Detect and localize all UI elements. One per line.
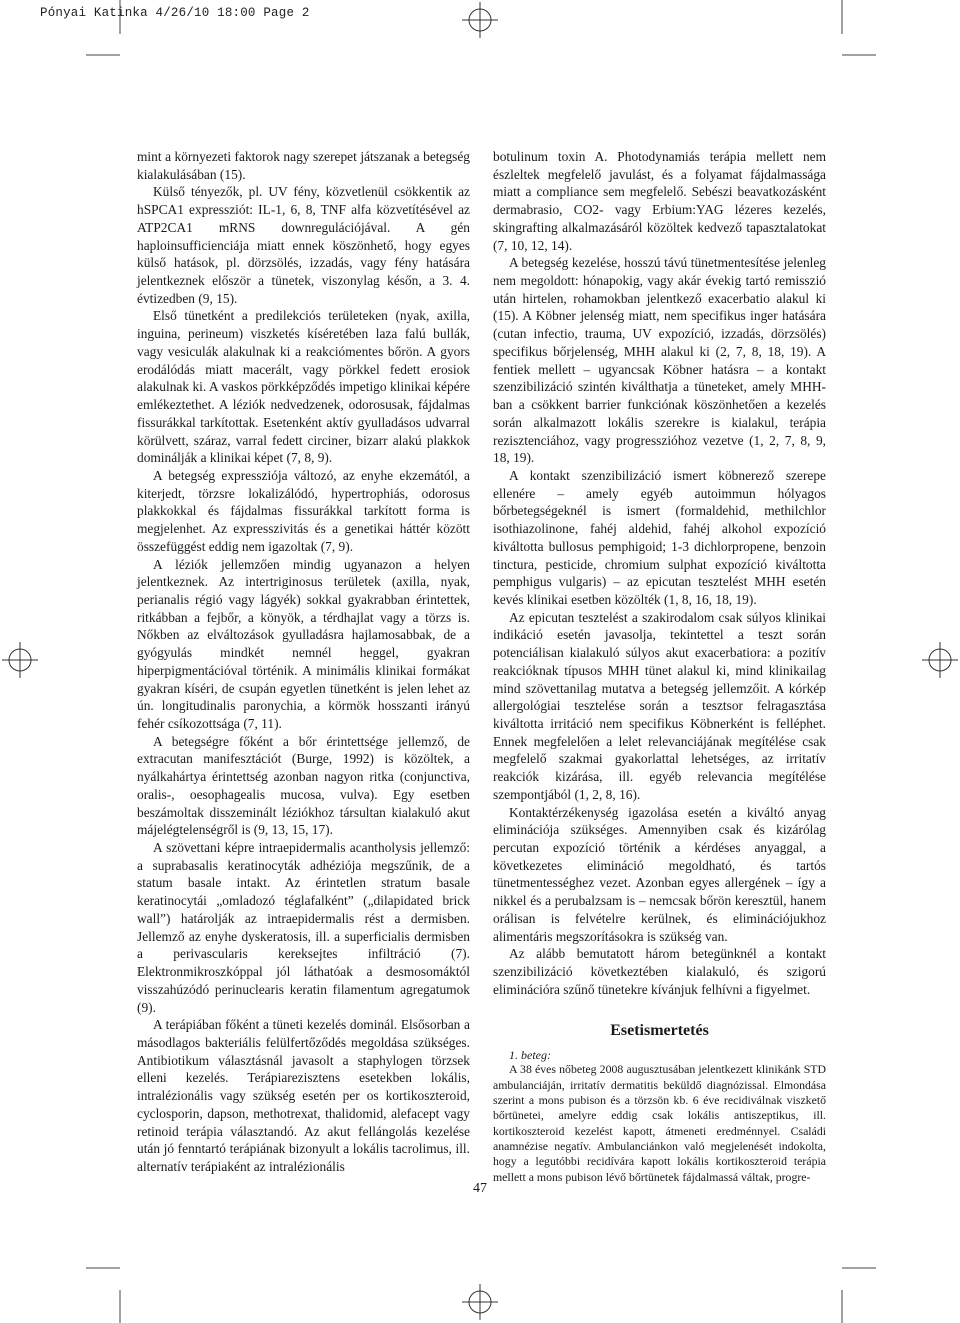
left-column (137, 148, 470, 1176)
page-number: 47 (473, 1181, 487, 1196)
case-label: 1. beteg: (509, 1048, 551, 1063)
paragraph: A szövettani képre intraepidermalis acantholysis jellemző: a suprabasalis keratinocyták adhéziója megszűnik, de a statum basale intakt. Az érintetlen stratum basale keratinocytái „omladozó téglafalként” („dilapidated brick wall”) határolják az intraepidermalis rést a dermisben. Jellemző az enyhe dyskeratosis, ill. a superficialis dermisben a perivascularis kereksejtes infiltráció (7). Elektronmikroszkóppal jól láthatóak a desmosomáktól visszahúzódó perinuclearis keratin filamentum agregatumok (9). (137, 840, 470, 1015)
paragraph: Az alább bemutatott három betegünknél a kontakt szenzibilizáció következtében kialakuló, és szigorú eliminációra szűnő tünetekre kívánjuk felhívni a figyelmet. (493, 946, 826, 997)
paragraph: A betegségre főként a bőr érintettsége jellemző, de extracutan manifesztációt (Burge, 1992) is közöltek, a nyálkahártya érintettség azonban nagyon ritka (conjunctiva, oralis-, oesophagealis mucosa, vulva). Egy esetben beszámoltak disszeminált léziókhoz társultan kialakuló akut májelégtelenségről is (9, 13, 15, 17). (137, 733, 470, 838)
paragraph: A léziók jellemzően mindig ugyanazon a helyen jelentkeznek. Az intertriginosus területek (axilla, nyak, perianalis régió vagy lágyék) sokkal gyakrabban érintettek, ritkábban a fejbőr, a könyök, a térdhajlat vagy a törzs is. Nőkben az elváltozások gyulladásra hajlamosabbak, de a gyógyulás mindkét nemnél heggel, gyakran hiperpigmentációval történik. A minimális klinikai formákat gyakran kíséri, de csupán egyetlen tünetként is jelen lehet az ún. longitudinalis paronychia, a körmök hosszanti irányú fehér csíkozottsága (7, 11). (137, 556, 470, 731)
paragraph: A betegség kezelése, hosszú távú tünetmentesítése jelenleg nem megoldott: hónapokig, vagy akár évekig tartó remisszió után hirtelen, rohamokban jelentkező exacerbatio alakul ki (15). A Köbner jelenség miatt, nem specifikus inger hatására (cutan infectio, trauma, UV expozíció, izzadás, dörzsölés) specifikus bőrjelenség, MHH alakul ki (2, 7, 8, 18, 19). A fentiek mellett – ugyancsak Köbner hatásra – a kontakt szenzibilizáció szintén kiválthatja a tüneteket, amely MHH-ban a csökkent barrier funkciónak köszönhetően a kezelés során alkalmazott lokális szerekre is kialakul, terápia rezisztenciához, vagy progresszióhoz vezetve (1, 2, 7, 8, 9, 18, 19). (493, 255, 826, 466)
print-slug: Pónyai Katinka 4/26/10 18:00 Page 2 (40, 6, 310, 20)
paragraph: mint a környezeti faktorok nagy szerepet játszanak a betegség kialakulásában (15). (137, 149, 470, 182)
paragraph: A betegség expressziója változó, az enyhe ekzemától, a kiterjedt, törzsre lokalizálódó, hypertrophiás, odorosus plakkokkal és fájdalmas fissurákkal tarkított forma is megjelenhet. Az expresszivitás és a genetikai háttér között összefüggést eddig nem igazoltak (7, 9). (137, 467, 470, 554)
case-text: A 38 éves nőbeteg 2008 augusztusában jelentkezett klinikánk STD ambulanciáján, irritatív dermatitis beküldő diagnózissal. Elmondása szerint a mons pubison és a törzsön kb. 6 éve recidiválnak viszkető bőrtünetei, amelyre eddig csak lokális antiszeptikus, ill. kortikoszteroid kezelést kapott, átmeneti eredménnyel. Családi anamnézise negatív. Ambulanciánkon való megjelenését indokolta, hogy a legutóbbi recidívára kapott lokális kortikoszteroid terápia mellett a mons pubison lévő bőrtünetek fájdalmassá váltak, progre- (493, 1062, 826, 1184)
paragraph: Első tünetként a predilekciós területeken (nyak, axilla, inguina, perineum) viszketés kíséretében laza falú bullák, vagy vesiculák alakulnak ki a reakciómentes bőrön. A gyors erodálódás miatt macerált, vagy pörkkel fedett erosiok alakulnak ki. A vaskos pörkképződés impetigo klinikai képére emlékeztethet. A léziók nedvedzenek, odorosusak, fájdalmas fissurákkal tarkítottak. Esetenként aktív gyulladásos udvarral körülvett, száraz, varral fedett circiner, bizarr alakú plakkok dominálják a klinikai képet (7, 8, 9). (137, 308, 470, 466)
paragraph: A kontakt szenzibilizáció ismert köbnerező szerepe ellenére – amely egyéb autoimmun hólyagos bőrbetegségeknél is ismert (formaldehid, methilchlor isothiazolinone, fahéj aldehid, fahéj alkohol expozíció kiváltotta bullosus pemphigoid; 1-3 dichlorpropene, benzoin tinctura, pesticide, chromium sulphat expozíció kiváltotta pemphigus vulgaris) – az epicutan tesztelést MHH esetén kevés klinikai esetben közölték (1, 8, 16, 18, 19). (493, 467, 826, 607)
right-column (493, 148, 826, 1185)
paragraph: Kontaktérzékenység igazolása esetén a kiváltó anyag eliminációja szükséges. Amennyiben csak és kizárólag percutan expozíció történik a kérdéses anyaggal, a következetes elimináció megoldható, és tartós tünetmentességhez vezet. Azonban egyes allergének – így a nikkel és a perubalzsam is – nemcsak bőrön keresztül, hanem orálisan is felvételre kerülnek, és eliminációjukhoz alimentáris megszorításokra is szükség van. (493, 804, 826, 944)
section-title: Esetismertetés (610, 1021, 709, 1039)
paragraph: Az epicutan tesztelést a szakirodalom csak súlyos klinikai indikáció esetén javasolja, tekintettel a teszt során potenciálisan kialakuló súlyos akut exacerbatiora: a pozitív reakcióknak típusos MHH tünet alakul ki, mind klinikailag mind szövettanilag mutatva a betegség jellemzőit. A kórkép allergológiai tesztelése során a tesztsor felragasztása kiváltotta irritáció nem specifikus Köbnerként is felléphet. Ennek megfelelően a lelet relevanciájának megítélése csak megfelelő szakmai gyakorlattal lehetséges, az irritatív reakciók kizárása, ill. egyéb relevancia megítélése szempontjából (1, 2, 8, 16). (493, 609, 826, 802)
paragraph: botulinum toxin A. Photodynamiás terápia mellett nem észleltek megfelelő javulást, és a folyamat fájdalmassága miatt a compliance sem megfelelő. Sebészi beavatkozásként dermabrasio, CO2- vagy Erbium:YAG lézeres kezelés, skingrafting alkalmazásáról közöltek kedvező tapasztalatokat (7, 10, 12, 14). (493, 149, 826, 253)
paragraph: Külső tényezők, pl. UV fény, közvetlenül csökkentik az hSPCA1 expressziót: IL-1, 6, 8, TNF alfa közvetítésével az ATP2CA1 mRNS downregulációjával. A gén haploinsufficienciája miatt ennek köszönhető, hogy egyes külső hatások, pl. dörzsölés, izzadás, vagy fény hatására jelentkeznek először a tünetek, viszonylag későn, a 3. 4. évtizedben (9, 15). (137, 184, 470, 306)
paragraph: A terápiában főként a tüneti kezelés dominál. Elsősorban a másodlagos bakteriális felülfertőződés megoldása szükséges. Antibiotikum választásnál javasolt a staphylogen törzsek elleni kezelés. Terápiarezisztens esetekben lokális, intralézionális vagy szükség esetén per os kortikoszteroid, cyclosporin, dapson, methotrexat, thalidomid, alefacept vagy retinoid terápia választandó. Az akut fellángolás kezelése után jó fenntartó terápiának bizonyult a lokális tacrolimus, ill. alternatív terápiaként az intralézionális (137, 1017, 470, 1174)
